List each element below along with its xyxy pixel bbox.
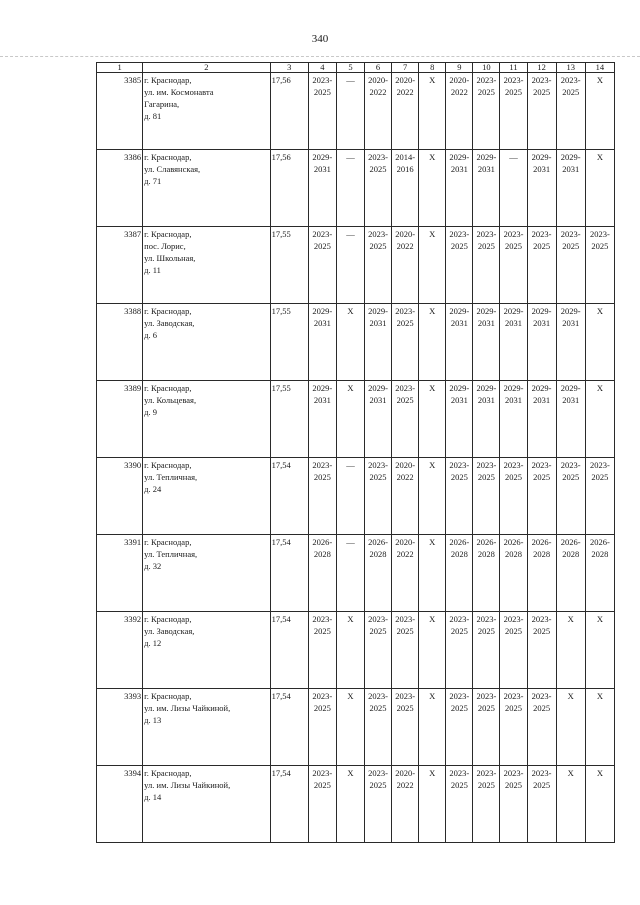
row-number-cell: 3394 [97,765,143,842]
period-cell-10: 2023- 2025 [473,72,500,149]
table-row [97,534,615,611]
period-cell-13: 2023- 2025 [556,72,585,149]
period-cell-11: 2023- 2025 [500,688,527,765]
period-cell-10: 2023- 2025 [473,457,500,534]
period-cell-8: Х [419,149,446,226]
table-row [97,72,615,149]
period-cell-11: 2023- 2025 [500,765,527,842]
area-cell: 17,54 [270,611,308,688]
row-number-cell: 3391 [97,534,143,611]
period-cell-8: Х [419,303,446,380]
period-cell-13: 2029- 2031 [556,149,585,226]
period-cell-14: 2026- 2028 [585,534,614,611]
period-cell-14: Х [585,72,614,149]
period-cell-4: 2026- 2028 [308,534,336,611]
address-cell: г. Краснодар, ул. Заводская, д. 6 [143,303,270,380]
row-number-cell: 3393 [97,688,143,765]
table-row [97,688,615,765]
period-cell-9: 2029- 2031 [446,380,473,457]
period-cell-14: Х [585,303,614,380]
period-cell-14: Х [585,765,614,842]
column-header-6: 6 [364,63,391,73]
period-cell-14: Х [585,149,614,226]
address-cell: г. Краснодар, ул. им. Лизы Чайкиной, д. 13 [143,688,270,765]
period-cell-13: Х [556,688,585,765]
column-header-2: 2 [143,63,270,73]
period-cell-8: Х [419,457,446,534]
period-cell-7: 2020- 2022 [392,457,419,534]
column-header-10: 10 [473,63,500,73]
period-cell-7: 2023- 2025 [392,380,419,457]
area-cell: 17,56 [270,72,308,149]
table-row [97,611,615,688]
period-cell-12: 2023- 2025 [527,611,556,688]
period-cell-12: 2023- 2025 [527,226,556,303]
page-top-divider [0,56,640,57]
column-header-11: 11 [500,63,527,73]
period-cell-5: Х [336,380,364,457]
period-cell-12: 2029- 2031 [527,149,556,226]
column-header-13: 13 [556,63,585,73]
period-cell-8: Х [419,380,446,457]
row-number-cell: 3390 [97,457,143,534]
period-cell-6: 2023- 2025 [364,765,391,842]
period-cell-10: 2029- 2031 [473,303,500,380]
period-cell-4: 2023- 2025 [308,226,336,303]
column-header-4: 4 [308,63,336,73]
registry-table [96,62,615,843]
period-cell-12: 2029- 2031 [527,380,556,457]
address-cell: г. Краснодар, ул. Славянская, д. 71 [143,149,270,226]
address-cell: г. Краснодар, пос. Лорис, ул. Школьная, д. 11 [143,226,270,303]
period-cell-7: 2020- 2022 [392,226,419,303]
period-cell-6: 2026- 2028 [364,534,391,611]
column-header-7: 7 [392,63,419,73]
period-cell-5: — [336,534,364,611]
period-cell-10: 2023- 2025 [473,765,500,842]
column-header-9: 9 [446,63,473,73]
period-cell-10: 2023- 2025 [473,611,500,688]
address-cell: г. Краснодар, ул. Тепличная, д. 24 [143,457,270,534]
period-cell-7: 2020- 2022 [392,534,419,611]
period-cell-4: 2029- 2031 [308,380,336,457]
period-cell-11: 2029- 2031 [500,380,527,457]
period-cell-12: 2029- 2031 [527,303,556,380]
column-header-8: 8 [419,63,446,73]
row-number-cell: 3386 [97,149,143,226]
period-cell-13: 2023- 2025 [556,457,585,534]
area-cell: 17,54 [270,457,308,534]
period-cell-9: 2029- 2031 [446,303,473,380]
period-cell-7: 2020- 2022 [392,765,419,842]
period-cell-14: 2023- 2025 [585,457,614,534]
period-cell-8: Х [419,765,446,842]
period-cell-9: 2023- 2025 [446,765,473,842]
period-cell-6: 2029- 2031 [364,380,391,457]
period-cell-12: 2023- 2025 [527,72,556,149]
period-cell-6: 2029- 2031 [364,303,391,380]
period-cell-14: Х [585,380,614,457]
period-cell-4: 2023- 2025 [308,611,336,688]
period-cell-6: 2023- 2025 [364,688,391,765]
period-cell-14: Х [585,688,614,765]
period-cell-10: 2029- 2031 [473,380,500,457]
header-row [97,63,615,73]
period-cell-4: 2029- 2031 [308,149,336,226]
column-header-12: 12 [527,63,556,73]
period-cell-4: 2029- 2031 [308,303,336,380]
period-cell-14: Х [585,611,614,688]
period-cell-11: 2023- 2025 [500,457,527,534]
address-cell: г. Краснодар, ул. Кольцевая, д. 9 [143,380,270,457]
address-cell: г. Краснодар, ул. им. Космонавта Гагарина, д. 81 [143,72,270,149]
area-cell: 17,55 [270,226,308,303]
table-row [97,457,615,534]
period-cell-5: Х [336,303,364,380]
period-cell-12: 2026- 2028 [527,534,556,611]
period-cell-7: 2023- 2025 [392,303,419,380]
area-cell: 17,54 [270,765,308,842]
area-cell: 17,54 [270,688,308,765]
period-cell-10: 2023- 2025 [473,226,500,303]
period-cell-6: 2023- 2025 [364,611,391,688]
area-cell: 17,55 [270,380,308,457]
period-cell-7: 2023- 2025 [392,688,419,765]
table-row [97,149,615,226]
period-cell-4: 2023- 2025 [308,765,336,842]
period-cell-10: 2026- 2028 [473,534,500,611]
period-cell-10: 2029- 2031 [473,149,500,226]
period-cell-9: 2023- 2025 [446,688,473,765]
period-cell-13: 2029- 2031 [556,303,585,380]
period-cell-11: — [500,149,527,226]
table-row [97,226,615,303]
period-cell-11: 2029- 2031 [500,303,527,380]
row-number-cell: 3388 [97,303,143,380]
period-cell-4: 2023- 2025 [308,688,336,765]
period-cell-4: 2023- 2025 [308,457,336,534]
page-number: 340 [311,33,329,45]
period-cell-13: 2029- 2031 [556,380,585,457]
period-cell-8: Х [419,688,446,765]
column-header-1: 1 [97,63,143,73]
period-cell-5: Х [336,765,364,842]
address-cell: г. Краснодар, ул. Тепличная, д. 32 [143,534,270,611]
period-cell-5: Х [336,688,364,765]
row-number-cell: 3387 [97,226,143,303]
table-row [97,303,615,380]
period-cell-11: 2023- 2025 [500,611,527,688]
row-number-cell: 3385 [97,72,143,149]
period-cell-9: 2023- 2025 [446,457,473,534]
period-cell-12: 2023- 2025 [527,765,556,842]
area-cell: 17,56 [270,149,308,226]
period-cell-9: 2020- 2022 [446,72,473,149]
table-row [97,380,615,457]
period-cell-11: 2023- 2025 [500,72,527,149]
period-cell-14: 2023- 2025 [585,226,614,303]
period-cell-7: 2023- 2025 [392,611,419,688]
period-cell-13: 2026- 2028 [556,534,585,611]
period-cell-9: 2023- 2025 [446,226,473,303]
period-cell-12: 2023- 2025 [527,457,556,534]
period-cell-6: 2023- 2025 [364,457,391,534]
period-cell-5: — [336,457,364,534]
address-cell: г. Краснодар, ул. им. Лизы Чайкиной, д. 14 [143,765,270,842]
column-header-3: 3 [270,63,308,73]
period-cell-4: 2023- 2025 [308,72,336,149]
period-cell-10: 2023- 2025 [473,688,500,765]
period-cell-5: — [336,72,364,149]
period-cell-8: Х [419,226,446,303]
period-cell-9: 2026- 2028 [446,534,473,611]
period-cell-5: — [336,226,364,303]
period-cell-9: 2023- 2025 [446,611,473,688]
period-cell-5: Х [336,611,364,688]
column-header-14: 14 [585,63,614,73]
period-cell-13: Х [556,765,585,842]
period-cell-11: 2023- 2025 [500,226,527,303]
period-cell-7: 2014- 2016 [392,149,419,226]
period-cell-5: — [336,149,364,226]
period-cell-7: 2020- 2022 [392,72,419,149]
period-cell-9: 2029- 2031 [446,149,473,226]
period-cell-13: 2023- 2025 [556,226,585,303]
area-cell: 17,55 [270,303,308,380]
row-number-cell: 3389 [97,380,143,457]
period-cell-13: Х [556,611,585,688]
period-cell-8: Х [419,611,446,688]
period-cell-11: 2026- 2028 [500,534,527,611]
table-row [97,765,615,842]
column-header-5: 5 [336,63,364,73]
area-cell: 17,54 [270,534,308,611]
period-cell-6: 2023- 2025 [364,226,391,303]
period-cell-6: 2020- 2022 [364,72,391,149]
row-number-cell: 3392 [97,611,143,688]
period-cell-8: Х [419,72,446,149]
address-cell: г. Краснодар, ул. Заводская, д. 12 [143,611,270,688]
period-cell-12: 2023- 2025 [527,688,556,765]
period-cell-6: 2023- 2025 [364,149,391,226]
period-cell-8: Х [419,534,446,611]
